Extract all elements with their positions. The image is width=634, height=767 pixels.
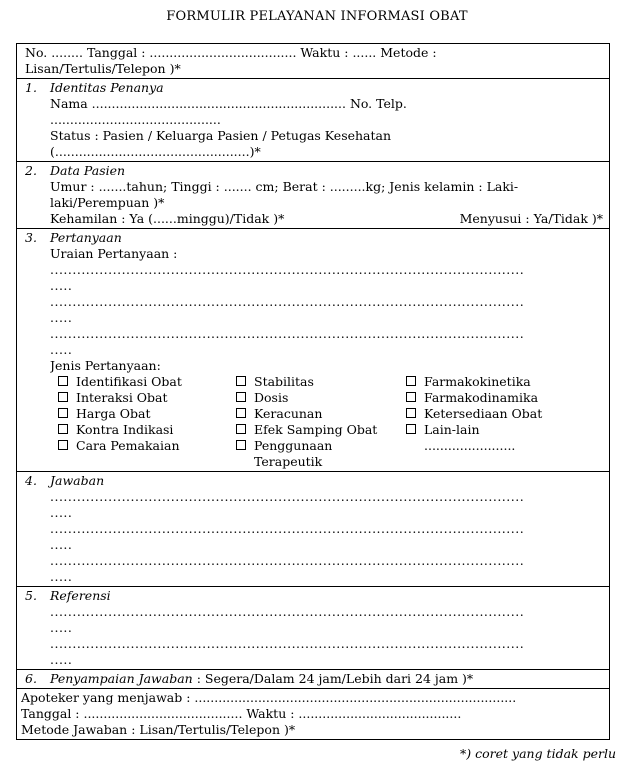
option-interaksi-obat[interactable]: Interaksi Obat xyxy=(58,390,236,406)
option-harga-obat[interactable]: Harga Obat xyxy=(58,406,236,422)
patient-gender-line: laki/Perempuan )* xyxy=(50,195,165,210)
option-penggunaan-terapeutik-cont: Terapeutik xyxy=(254,454,323,469)
footnote: *) coret yang tidak perlu xyxy=(460,746,616,761)
option-identifikasi-obat[interactable]: Identifikasi Obat xyxy=(58,374,236,390)
dotted-line: .......................................................................................................... xyxy=(50,636,525,651)
dotted-line-short: ..... xyxy=(50,652,73,667)
section-pertanyaan xyxy=(17,229,609,472)
checkbox-icon[interactable] xyxy=(236,424,246,434)
checkbox-icon[interactable] xyxy=(236,440,246,450)
checkbox-icon[interactable] xyxy=(406,376,416,386)
nama-field-cont: ........................................... xyxy=(50,112,221,127)
checkbox-icon[interactable] xyxy=(58,376,68,386)
section-number: 6. xyxy=(25,671,37,686)
lain-lain-blank: ....................... xyxy=(424,438,516,453)
section-penyampaian-jawaban xyxy=(17,670,609,689)
uraian-label: Uraian Pertanyaan : xyxy=(50,246,178,261)
patient-stats-line: Umur : .......tahun; Tinggi : ....... cm; Berat : .........kg; Jenis kelamin : Laki- xyxy=(50,179,519,194)
dotted-line: .......................................................................................................... xyxy=(50,553,525,568)
tanggal-waktu-field: Tanggal : ........................................ Waktu : ......................................... xyxy=(21,706,462,721)
dotted-line: .......................................................................................................... xyxy=(50,521,525,536)
header-section xyxy=(17,44,609,79)
checkbox-icon[interactable] xyxy=(58,424,68,434)
apoteker-field: Apoteker yang menjawab : ................................................................................. xyxy=(21,690,517,705)
option-stabilitas[interactable]: Stabilitas xyxy=(236,374,406,390)
option-dosis[interactable]: Dosis xyxy=(236,390,406,406)
section-title: Jawaban xyxy=(50,473,105,488)
checkbox-icon[interactable] xyxy=(236,392,246,402)
option-efek-samping-obat[interactable]: Efek Samping Obat xyxy=(236,422,406,438)
option-ketersediaan-obat[interactable]: Ketersediaan Obat xyxy=(406,406,606,422)
section-title: Referensi xyxy=(50,588,111,603)
dotted-line-short: ..... xyxy=(50,310,73,325)
option-penggunaan-terapeutik[interactable]: Penggunaan xyxy=(236,438,406,454)
dotted-line-short: ..... xyxy=(50,620,73,635)
section-identitas-penanya xyxy=(17,79,609,162)
section-footer xyxy=(17,689,609,740)
checkbox-icon[interactable] xyxy=(58,392,68,402)
option-lain-lain[interactable]: Lain-lain xyxy=(406,422,606,438)
option-cara-pemakaian[interactable]: Cara Pemakaian xyxy=(58,438,236,454)
metode-jawaban-field: Metode Jawaban : Lisan/Tertulis/Telepon )* xyxy=(21,722,296,737)
jenis-label: Jenis Pertanyaan: xyxy=(50,358,161,373)
dotted-line: .......................................................................................................... xyxy=(50,262,525,277)
option-farmakokinetika[interactable]: Farmakokinetika xyxy=(406,374,606,390)
header-line-1: No. ........ Tanggal : ..................................... Waktu : ...... Metode : xyxy=(25,45,437,60)
section-number: 5. xyxy=(25,588,37,603)
dotted-line-short: ..... xyxy=(50,569,73,584)
dotted-line-short: ..... xyxy=(50,537,73,552)
dotted-line: .......................................................................................................... xyxy=(50,604,525,619)
status-field-cont: (.................................................)* xyxy=(50,144,261,159)
option-keracunan[interactable]: Keracunan xyxy=(236,406,406,422)
menyusui-field: Menyusui : Ya/Tidak )* xyxy=(459,211,603,226)
section-title: Pertanyaan xyxy=(50,230,122,245)
option-farmakodinamika[interactable]: Farmakodinamika xyxy=(406,390,606,406)
checkbox-icon[interactable] xyxy=(58,440,68,450)
section-title: Data Pasien xyxy=(50,163,126,178)
checkbox-icon[interactable] xyxy=(406,408,416,418)
checkbox-icon[interactable] xyxy=(406,392,416,402)
checkbox-icon[interactable] xyxy=(406,424,416,434)
dotted-line-short: ..... xyxy=(50,278,73,293)
section-number: 4. xyxy=(25,473,37,488)
checkbox-icon[interactable] xyxy=(236,408,246,418)
section-jawaban xyxy=(17,472,609,587)
dotted-line-short: ..... xyxy=(50,342,73,357)
section-title: Penyampaian Jawaban xyxy=(50,671,193,686)
option-kontra-indikasi[interactable]: Kontra Indikasi xyxy=(58,422,236,438)
checkbox-icon[interactable] xyxy=(58,408,68,418)
section-title: Identitas Penanya xyxy=(50,80,164,95)
section-referensi xyxy=(17,587,609,670)
dotted-line-short: ..... xyxy=(50,505,73,520)
header-line-2: Lisan/Tertulis/Telepon )* xyxy=(25,61,181,76)
status-field: Status : Pasien / Keluarga Pasien / Petugas Kesehatan xyxy=(50,128,392,143)
form-table xyxy=(16,43,610,740)
section-data-pasien xyxy=(17,162,609,229)
kehamilan-field: Kehamilan : Ya (......minggu)/Tidak )* xyxy=(50,211,285,226)
section-number: 2. xyxy=(25,163,37,178)
penyampaian-options: : Segera/Dalam 24 jam/Lebih dari 24 jam )* xyxy=(192,671,474,686)
form-title: FORMULIR PELAYANAN INFORMASI OBAT xyxy=(166,9,468,24)
dotted-line: .......................................................................................................... xyxy=(50,489,525,504)
checkbox-icon[interactable] xyxy=(236,376,246,386)
nama-field: Nama ................................................................ No. Telp. xyxy=(50,96,407,111)
section-number: 1. xyxy=(25,80,37,95)
section-number: 3. xyxy=(25,230,37,245)
dotted-line: .......................................................................................................... xyxy=(50,326,525,341)
dotted-line: .......................................................................................................... xyxy=(50,294,525,309)
question-type-grid xyxy=(50,374,603,470)
